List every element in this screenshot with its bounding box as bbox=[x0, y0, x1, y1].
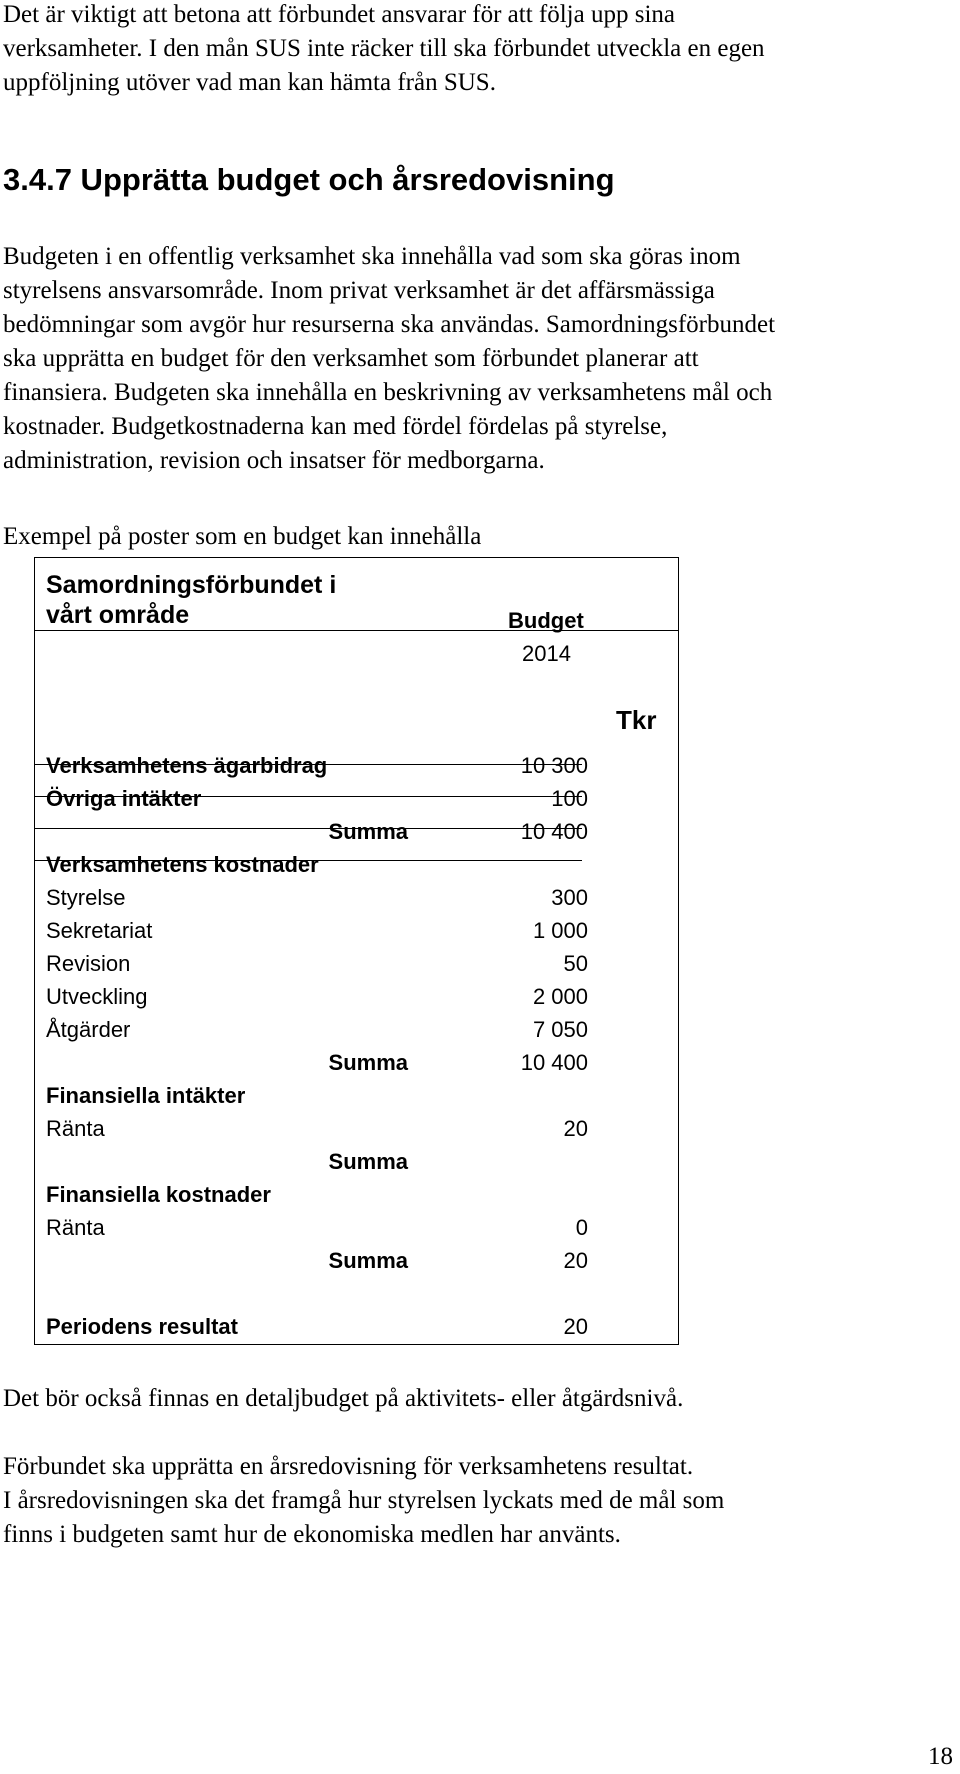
table-row-label: Verksamhetens kostnader bbox=[46, 852, 319, 877]
text-line: styrelsens ansvarsområde. Inom privat verksamhet är det affärsmässiga bbox=[3, 277, 715, 304]
summa-label: Summa bbox=[328, 1050, 408, 1075]
page-number: 18 bbox=[928, 1743, 953, 1770]
text-line: Budgeten i en offentlig verksamhet ska innehålla vad som ska göras inom bbox=[3, 243, 741, 270]
unit-label: Tkr bbox=[616, 705, 657, 735]
table-row-value: 10 400 bbox=[520, 1050, 588, 1075]
budget-header: Budget bbox=[508, 608, 584, 633]
table-row-value: 10 400 bbox=[520, 819, 588, 844]
table-row-label: Styrelse bbox=[46, 885, 126, 910]
table-row-label: Övriga intäkter bbox=[46, 786, 202, 811]
table-title-line: Samordningsförbundet i bbox=[46, 571, 337, 599]
table-row-label: Finansiella intäkter bbox=[46, 1083, 246, 1108]
table-row-value: 2 000 bbox=[532, 984, 588, 1009]
table-title-line: vårt område bbox=[46, 601, 190, 629]
table-divider bbox=[34, 828, 582, 829]
table-row-label: Åtgärder bbox=[46, 1017, 131, 1042]
table-title bbox=[46, 570, 336, 630]
table-row-value: 1 000 bbox=[532, 918, 588, 943]
text-line: kostnader. Budgetkostnaderna kan med fördel fördelas på styrelse, bbox=[3, 413, 668, 440]
budget-year: 2014 bbox=[522, 641, 571, 666]
text-line: I årsredovisningen ska det framgå hur styrelsen lyckats med de mål som bbox=[3, 1487, 725, 1514]
section-heading: 3.4.7 Upprätta budget och årsredovisning bbox=[3, 162, 615, 197]
table-row-label: Utveckling bbox=[46, 984, 148, 1009]
table-row-label: Ränta bbox=[46, 1215, 105, 1240]
table-row-label: Finansiella kostnader bbox=[46, 1182, 271, 1207]
text-line: verksamheter. I den mån SUS inte räcker till ska förbundet utveckla en egen bbox=[3, 35, 765, 62]
example-caption: Exempel på poster som en budget kan innehålla bbox=[3, 523, 482, 550]
table-row-value: 7 050 bbox=[532, 1017, 588, 1042]
text-line: bedömningar som avgör hur resurserna ska användas. Samordningsförbundet bbox=[3, 311, 776, 338]
summa-label: Summa bbox=[328, 1248, 408, 1273]
text-line: Det är viktigt att betona att förbundet ansvarar för att följa upp sina bbox=[3, 1, 675, 28]
table-row-value: 20 bbox=[563, 1116, 588, 1141]
text-line: Förbundet ska upprätta en årsredovisning för verksamhetens resultat. bbox=[3, 1453, 694, 1480]
text-line: finansiera. Budgeten ska innehålla en beskrivning av verksamhetens mål och bbox=[3, 379, 773, 406]
table-row-value: 20 bbox=[563, 1248, 588, 1273]
text-line: ska upprätta en budget för den verksamhet som förbundet planerar att bbox=[3, 345, 699, 372]
text-line: finns i budgeten samt hur de ekonomiska medlen har använts. bbox=[3, 1521, 621, 1548]
detail-note: Det bör också finnas en detaljbudget på aktivitets- eller åtgärdsnivå. bbox=[3, 1385, 684, 1412]
table-row-label: Sekretariat bbox=[46, 918, 153, 943]
table-row-value: 100 bbox=[551, 786, 588, 811]
table-row-value: 300 bbox=[551, 885, 588, 910]
table-row-label: Ränta bbox=[46, 1116, 105, 1141]
table-row-label: Verksamhetens ägarbidrag bbox=[46, 753, 328, 778]
result-label: Periodens resultat bbox=[46, 1314, 238, 1339]
budget-paragraph bbox=[3, 240, 775, 478]
table-row-value: 50 bbox=[563, 951, 588, 976]
result-value: 20 bbox=[563, 1314, 588, 1339]
annual-report-paragraph bbox=[3, 1450, 724, 1552]
intro-paragraph bbox=[3, 0, 765, 100]
text-line: administration, revision och insatser för medborgarna. bbox=[3, 447, 545, 474]
table-row-value: 0 bbox=[575, 1215, 588, 1240]
summa-label: Summa bbox=[328, 819, 408, 844]
table-row-value: 10 300 bbox=[520, 753, 588, 778]
table-row-label: Revision bbox=[46, 951, 131, 976]
summa-label: Summa bbox=[328, 1149, 408, 1174]
text-line: uppföljning utöver vad man kan hämta från SUS. bbox=[3, 69, 496, 96]
